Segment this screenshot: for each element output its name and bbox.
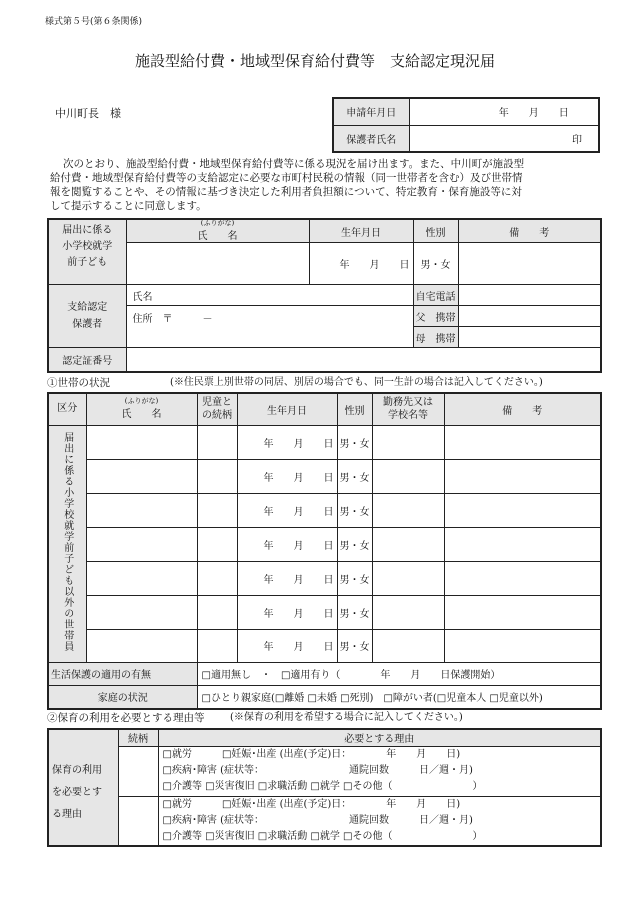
- member-name[interactable]: [86, 459, 197, 493]
- member-gender[interactable]: 男・女: [337, 493, 372, 527]
- application-date-label: 申請年月日: [333, 98, 409, 125]
- child-birth-header: 生年月日: [309, 219, 413, 243]
- table-row: [48, 561, 601, 595]
- table-row: [48, 459, 601, 493]
- father-mobile-label: 父 携帯: [413, 306, 458, 327]
- member-gender[interactable]: 男・女: [337, 425, 372, 459]
- reason-relation-1[interactable]: [118, 746, 158, 796]
- child-guardian-table: [47, 218, 602, 373]
- table-row: [48, 629, 601, 662]
- member-birth[interactable]: 年 月 日: [237, 527, 337, 561]
- h-name: (ふりがな) 氏 名: [86, 393, 197, 425]
- member-name[interactable]: [86, 595, 197, 629]
- member-work[interactable]: [372, 493, 444, 527]
- reason-side-text: 保育の利用 を必要とす る理由: [52, 765, 102, 820]
- member-work[interactable]: [372, 561, 444, 595]
- member-work[interactable]: [372, 527, 444, 561]
- member-gender[interactable]: 男・女: [337, 629, 372, 662]
- member-gender[interactable]: 男・女: [337, 595, 372, 629]
- child-birth-field[interactable]: 年 月 日: [309, 243, 413, 285]
- intro-line-2: 給付費・地域型保育給付費等の支給認定に必要な市町村民税の情報（同一世帯者を含む）及び世帯情: [50, 172, 523, 184]
- member-remarks[interactable]: [444, 629, 601, 662]
- member-relation[interactable]: [197, 629, 237, 662]
- member-name[interactable]: [86, 493, 197, 527]
- member-relation[interactable]: [197, 595, 237, 629]
- mother-mobile-label: 母 携帯: [413, 327, 458, 348]
- reason-table: [47, 728, 602, 847]
- reason-relation-header: 続柄: [118, 729, 158, 746]
- page-title: 施設型給付費・地域型保育給付費等 支給認定現況届: [134, 52, 495, 70]
- member-remarks[interactable]: [444, 561, 601, 595]
- member-gender[interactable]: 男・女: [337, 561, 372, 595]
- member-relation[interactable]: [197, 527, 237, 561]
- child-gender-field[interactable]: 男・女: [413, 243, 458, 285]
- member-name[interactable]: [86, 629, 197, 662]
- section1-title: ①世帯の状況: [47, 377, 110, 389]
- home-phone-field[interactable]: [458, 285, 601, 306]
- section1-note: (※住民票上別世帯の同居、別居の場合でも、同一生計の場合は記入してください。): [170, 377, 543, 388]
- member-work[interactable]: [372, 459, 444, 493]
- child-name-field[interactable]: [126, 243, 309, 285]
- child-name-header: (ふりがな) 氏 名: [126, 219, 309, 243]
- reason-relation-2[interactable]: [118, 796, 158, 846]
- cert-number-field[interactable]: [126, 348, 601, 372]
- member-birth[interactable]: 年 月 日: [237, 425, 337, 459]
- seal-mark: 印: [572, 134, 582, 146]
- mother-mobile-field[interactable]: [458, 327, 601, 348]
- reason-options-1[interactable]: □就労 □妊娠･出産 (出産(予定)日： 年 月 日) □疾病･障害 (症状等： 通院回数 日／週・月) □介護等 □災害復旧 □求職活動 □就学 □その他（ ）: [158, 746, 601, 796]
- member-work[interactable]: [372, 425, 444, 459]
- member-remarks[interactable]: [444, 425, 601, 459]
- addressee: 中川町長 様: [55, 107, 121, 120]
- family-options[interactable]: □ひとり親家庭(□離婚 □未婚 □死別) □障がい者(□児童本人 □児童以外): [197, 685, 601, 709]
- member-relation[interactable]: [197, 425, 237, 459]
- child-remarks-header: 備 考: [458, 219, 601, 243]
- h-gender: 性別: [337, 393, 372, 425]
- child-remarks-field[interactable]: [458, 243, 601, 285]
- table-row: [48, 493, 601, 527]
- application-date-field[interactable]: 年 月 日: [409, 98, 599, 125]
- member-remarks[interactable]: [444, 493, 601, 527]
- section2-title: ②保育の利用を必要とする理由等: [47, 712, 205, 724]
- guardian-address-field[interactable]: 住所 〒 －: [126, 306, 413, 348]
- household-table: [47, 392, 602, 710]
- member-gender[interactable]: 男・女: [337, 459, 372, 493]
- intro-line-4: して提示することに同意します。: [50, 200, 207, 212]
- child-label: 届出に係る 小学校就学 前子ども: [48, 219, 126, 285]
- member-relation[interactable]: [197, 493, 237, 527]
- h-relation: 児童と の続柄: [197, 393, 237, 425]
- child-gender-header: 性別: [413, 219, 458, 243]
- intro-line-3: 報を閲覧することや、その情報に基づき決定した利用者負担額について、特定教育・保育施設等に対: [50, 186, 522, 198]
- reason-header: 必要とする理由: [158, 729, 601, 746]
- welfare-label: 生活保護の適用の有無: [48, 662, 197, 685]
- household-side-label: 届出に係る小学校就学前子ども以外の世帯員: [48, 425, 86, 662]
- member-relation[interactable]: [197, 459, 237, 493]
- guardian-name-row[interactable]: 氏名: [126, 285, 413, 306]
- table-row: [48, 425, 601, 459]
- member-birth[interactable]: 年 月 日: [237, 561, 337, 595]
- table-row: [48, 527, 601, 561]
- member-birth[interactable]: 年 月 日: [237, 595, 337, 629]
- home-phone-label: 自宅電話: [413, 285, 458, 306]
- member-remarks[interactable]: [444, 527, 601, 561]
- welfare-options[interactable]: □適用無し ・ □適用有り（ 年 月 日保護開始）: [197, 662, 601, 685]
- member-birth[interactable]: 年 月 日: [237, 493, 337, 527]
- member-name[interactable]: [86, 425, 197, 459]
- member-gender[interactable]: 男・女: [337, 527, 372, 561]
- family-label: 家庭の状況: [48, 685, 197, 709]
- guardian-label: 支給認定 保護者: [48, 285, 126, 348]
- guardian-name-field[interactable]: [409, 125, 599, 152]
- member-name[interactable]: [86, 527, 197, 561]
- member-remarks[interactable]: [444, 595, 601, 629]
- member-remarks[interactable]: [444, 459, 601, 493]
- member-work[interactable]: [372, 629, 444, 662]
- application-box: [332, 97, 600, 153]
- member-birth[interactable]: 年 月 日: [237, 459, 337, 493]
- intro-line-1: 次のとおり、施設型給付費・地域型保育給付費等に係る現況を届け出ます。また、中川町が施設型: [63, 158, 525, 170]
- h-category: 区分: [48, 393, 86, 425]
- form-number: 様式第５号(第６条関係): [45, 17, 143, 27]
- section2-note: (※保育の利用を希望する場合に記入してください。): [230, 712, 463, 723]
- table-row: [48, 595, 601, 629]
- member-name[interactable]: [86, 561, 197, 595]
- reason-options-2[interactable]: □就労 □妊娠･出産 (出産(予定)日： 年 月 日) □疾病･障害 (症状等： 通院回数 日／週・月) □介護等 □災害復旧 □求職活動 □就学 □その他（ ）: [158, 796, 601, 846]
- guardian-name-label: 保護者氏名: [333, 125, 409, 152]
- member-relation[interactable]: [197, 561, 237, 595]
- father-mobile-field[interactable]: [458, 306, 601, 327]
- member-birth[interactable]: 年 月 日: [237, 629, 337, 662]
- member-work[interactable]: [372, 595, 444, 629]
- h-birth: 生年月日: [237, 393, 337, 425]
- h-work: 勤務先又は 学校名等: [372, 393, 444, 425]
- h-remarks: 備 考: [444, 393, 601, 425]
- cert-number-label: 認定証番号: [48, 348, 126, 372]
